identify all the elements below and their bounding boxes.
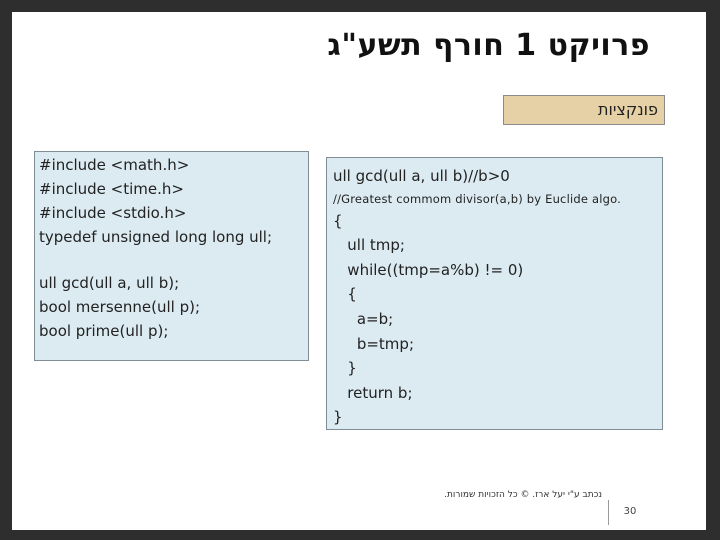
code-line: typedef unsigned long long ull; bbox=[39, 228, 273, 246]
function-signature: ull gcd(ull a, ull b)//b>0 bbox=[333, 167, 510, 185]
page-number: 30 bbox=[623, 506, 637, 517]
code-line: ull gcd(ull a, ull b); bbox=[39, 274, 180, 292]
code-line: { bbox=[333, 211, 343, 230]
code-line: b=tmp; bbox=[333, 334, 414, 353]
code-line: a=b; bbox=[333, 309, 394, 328]
code-line: bool prime(ull p); bbox=[39, 322, 169, 340]
code-line: } bbox=[333, 408, 343, 427]
code-line: #include <stdio.h> bbox=[39, 204, 187, 222]
code-line: { bbox=[333, 285, 357, 304]
gcd-function-code-box bbox=[326, 157, 663, 430]
page-number-divider bbox=[608, 500, 609, 525]
code-line: bool mersenne(ull p); bbox=[39, 298, 200, 316]
code-blank-line bbox=[39, 249, 308, 271]
code-line: ull tmp; bbox=[333, 236, 405, 255]
section-label: פונקציות bbox=[503, 95, 665, 125]
code-comment: //Greatest commom divisor(a,b) by Euclide algo. bbox=[333, 191, 622, 206]
code-line: #include <time.h> bbox=[39, 180, 184, 198]
slide-title: פרויקט 1 חורף תשע"ג bbox=[327, 28, 650, 63]
code-line: while((tmp=a%b) != 0) bbox=[333, 260, 524, 279]
code-line: } bbox=[333, 359, 357, 378]
code-line: return b; bbox=[333, 383, 413, 402]
code-line: #include <math.h> bbox=[39, 156, 190, 174]
declarations-code-box bbox=[34, 151, 309, 361]
copyright-footer: נכתב ע"י יעל ארז. © כל הזכויות שמורות. bbox=[444, 490, 602, 500]
